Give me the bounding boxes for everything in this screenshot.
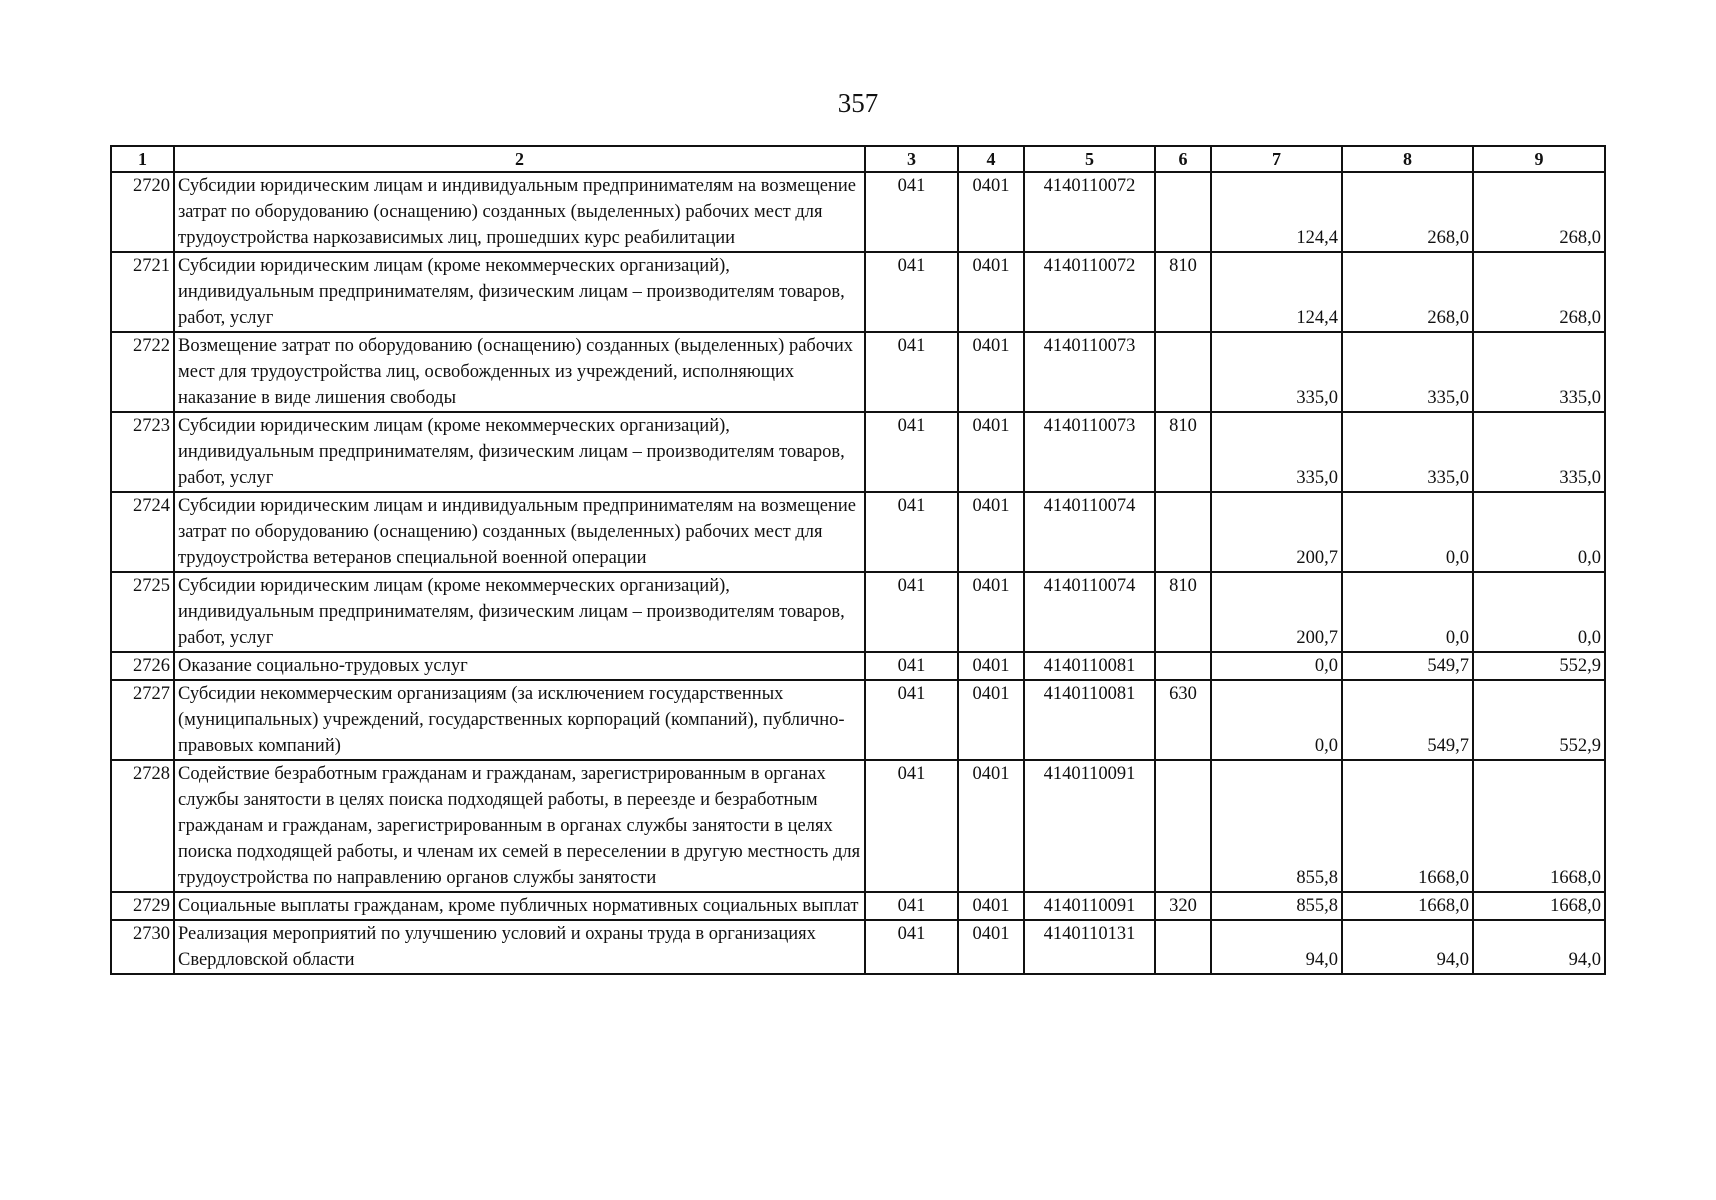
column-7-amount-cell: 335,0 [1211,332,1342,412]
expense-name-cell: Возмещение затрат по оборудованию (оснащению) созданных (выделенных) рабочих мест для трудоустройства лиц, освобожденных из учреждений, исполняющих наказание в виде лишения свободы [174,332,865,412]
column-6-cell [1155,920,1211,974]
column-9-amount-cell: 268,0 [1473,172,1605,252]
column-4-cell: 0401 [958,332,1024,412]
column-8-amount-cell: 335,0 [1342,332,1473,412]
column-5-cell: 4140110091 [1024,760,1155,892]
column-3-cell: 041 [865,332,958,412]
header-cell-8: 8 [1342,146,1473,172]
column-4-cell: 0401 [958,172,1024,252]
column-4-cell: 0401 [958,492,1024,572]
column-6-cell: 630 [1155,680,1211,760]
column-5-cell: 4140110072 [1024,172,1155,252]
column-3-cell: 041 [865,892,958,920]
header-cell-9: 9 [1473,146,1605,172]
budget-table [110,145,1606,975]
table-row [111,412,1605,492]
column-3-cell: 041 [865,412,958,492]
row-number-cell: 2723 [111,412,174,492]
column-5-cell: 4140110073 [1024,412,1155,492]
row-number-cell: 2721 [111,252,174,332]
column-6-cell [1155,332,1211,412]
row-number-cell: 2728 [111,760,174,892]
column-6-cell [1155,172,1211,252]
column-9-amount-cell: 335,0 [1473,412,1605,492]
column-7-amount-cell: 94,0 [1211,920,1342,974]
table-row [111,680,1605,760]
row-number-cell: 2725 [111,572,174,652]
column-9-amount-cell: 552,9 [1473,680,1605,760]
table-row [111,892,1605,920]
table-row [111,172,1605,252]
column-3-cell: 041 [865,572,958,652]
column-7-amount-cell: 200,7 [1211,492,1342,572]
header-cell-5: 5 [1024,146,1155,172]
column-5-cell: 4140110091 [1024,892,1155,920]
column-6-cell [1155,652,1211,680]
expense-name-cell: Социальные выплаты гражданам, кроме публичных нормативных социальных выплат [174,892,865,920]
column-3-cell: 041 [865,252,958,332]
column-5-cell: 4140110072 [1024,252,1155,332]
row-number-cell: 2720 [111,172,174,252]
column-6-cell [1155,492,1211,572]
row-number-cell: 2724 [111,492,174,572]
column-3-cell: 041 [865,172,958,252]
table-row [111,252,1605,332]
column-9-amount-cell: 0,0 [1473,572,1605,652]
column-3-cell: 041 [865,760,958,892]
column-8-amount-cell: 0,0 [1342,572,1473,652]
column-9-amount-cell: 1668,0 [1473,760,1605,892]
row-number-cell: 2727 [111,680,174,760]
column-9-amount-cell: 0,0 [1473,492,1605,572]
expense-name-cell: Субсидии юридическим лицам (кроме некоммерческих организаций), индивидуальным предпринимателям, физическим лицам – производителям товаров, работ, услуг [174,412,865,492]
column-9-amount-cell: 1668,0 [1473,892,1605,920]
table-row [111,920,1605,974]
table-row [111,492,1605,572]
column-7-amount-cell: 855,8 [1211,760,1342,892]
column-9-amount-cell: 552,9 [1473,652,1605,680]
table-row [111,572,1605,652]
column-7-amount-cell: 0,0 [1211,652,1342,680]
column-3-cell: 041 [865,920,958,974]
column-6-cell: 810 [1155,252,1211,332]
expense-name-cell: Субсидии юридическим лицам и индивидуальным предпринимателям на возмещение затрат по оборудованию (оснащению) созданных (выделенных) рабочих мест для трудоустройства ветеранов специальной военной операции [174,492,865,572]
column-8-amount-cell: 549,7 [1342,652,1473,680]
column-4-cell: 0401 [958,572,1024,652]
column-7-amount-cell: 855,8 [1211,892,1342,920]
column-4-cell: 0401 [958,920,1024,974]
expense-name-cell: Содействие безработным гражданам и гражданам, зарегистрированным в органах службы занятости в целях поиска подходящей работы, в переезде и безработным гражданам и гражданам, зарегистрированным в органах службы занятости в целях поиска подходящей работы, и членам их семей в переселении в другую местность для трудоустройства по направлению органов службы занятости [174,760,865,892]
column-3-cell: 041 [865,652,958,680]
column-9-amount-cell: 94,0 [1473,920,1605,974]
expense-name-cell: Реализация мероприятий по улучшению условий и охраны труда в организациях Свердловской области [174,920,865,974]
row-number-cell: 2730 [111,920,174,974]
header-cell-6: 6 [1155,146,1211,172]
column-6-cell: 320 [1155,892,1211,920]
column-4-cell: 0401 [958,892,1024,920]
expense-name-cell: Субсидии юридическим лицам и индивидуальным предпринимателям на возмещение затрат по оборудованию (оснащению) созданных (выделенных) рабочих мест для трудоустройства наркозависимых лиц, прошедших курс реабилитации [174,172,865,252]
header-cell-4: 4 [958,146,1024,172]
page-number: 357 [837,88,879,118]
column-8-amount-cell: 94,0 [1342,920,1473,974]
column-6-cell: 810 [1155,412,1211,492]
column-5-cell: 4140110131 [1024,920,1155,974]
column-5-cell: 4140110074 [1024,492,1155,572]
column-4-cell: 0401 [958,680,1024,760]
table-row [111,760,1605,892]
column-6-cell: 810 [1155,572,1211,652]
table-row [111,332,1605,412]
column-7-amount-cell: 124,4 [1211,252,1342,332]
column-9-amount-cell: 268,0 [1473,252,1605,332]
column-5-cell: 4140110081 [1024,652,1155,680]
column-7-amount-cell: 200,7 [1211,572,1342,652]
column-8-amount-cell: 549,7 [1342,680,1473,760]
column-8-amount-cell: 1668,0 [1342,760,1473,892]
column-8-amount-cell: 0,0 [1342,492,1473,572]
column-3-cell: 041 [865,680,958,760]
expense-name-cell: Субсидии юридическим лицам (кроме некоммерческих организаций), индивидуальным предпринимателям, физическим лицам – производителям товаров, работ, услуг [174,252,865,332]
column-8-amount-cell: 1668,0 [1342,892,1473,920]
column-7-amount-cell: 335,0 [1211,412,1342,492]
column-3-cell: 041 [865,492,958,572]
header-row [111,146,1605,172]
column-4-cell: 0401 [958,412,1024,492]
column-5-cell: 4140110073 [1024,332,1155,412]
expense-name-cell: Субсидии юридическим лицам (кроме некоммерческих организаций), индивидуальным предпринимателям, физическим лицам – производителям товаров, работ, услуг [174,572,865,652]
row-number-cell: 2729 [111,892,174,920]
expense-name-cell: Оказание социально-трудовых услуг [174,652,865,680]
column-5-cell: 4140110074 [1024,572,1155,652]
header-cell-7: 7 [1211,146,1342,172]
column-7-amount-cell: 0,0 [1211,680,1342,760]
column-8-amount-cell: 335,0 [1342,412,1473,492]
column-6-cell [1155,760,1211,892]
table-header [111,146,1605,172]
table-row [111,652,1605,680]
header-cell-3: 3 [865,146,958,172]
column-8-amount-cell: 268,0 [1342,252,1473,332]
column-8-amount-cell: 268,0 [1342,172,1473,252]
column-4-cell: 0401 [958,252,1024,332]
header-cell-2: 2 [174,146,865,172]
header-cell-1: 1 [111,146,174,172]
expense-name-cell: Субсидии некоммерческим организациям (за исключением государственных (муниципальных) учреждений, государственных корпораций (компаний), публично-правовых компаний) [174,680,865,760]
table-body [111,172,1605,974]
column-5-cell: 4140110081 [1024,680,1155,760]
column-4-cell: 0401 [958,760,1024,892]
row-number-cell: 2722 [111,332,174,412]
column-4-cell: 0401 [958,652,1024,680]
column-7-amount-cell: 124,4 [1211,172,1342,252]
row-number-cell: 2726 [111,652,174,680]
column-9-amount-cell: 335,0 [1473,332,1605,412]
